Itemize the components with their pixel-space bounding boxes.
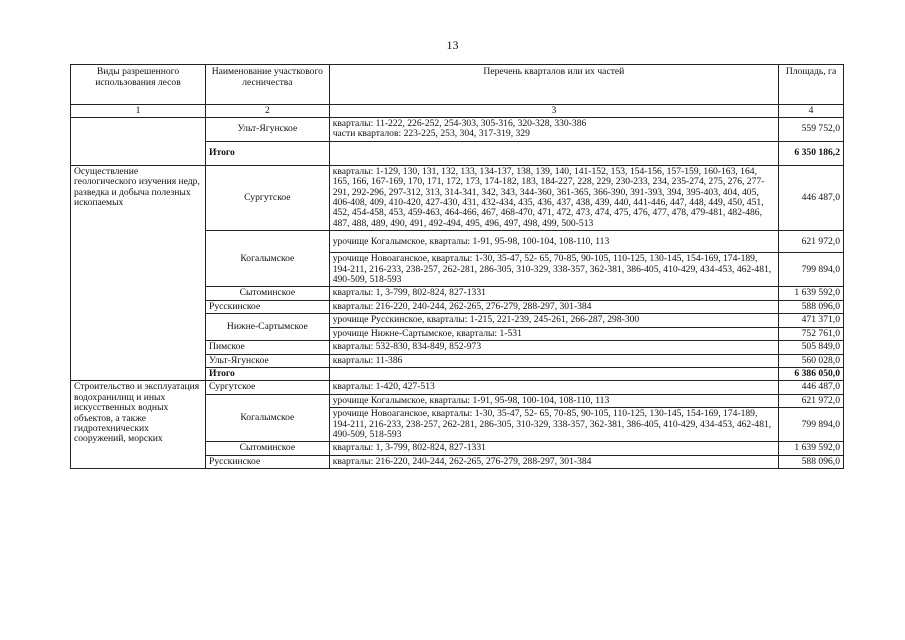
quarters-cell: урочище Новоаганское, кварталы: 1-30, 35-47, 52- 65, 70-85, 90-105, 110-125, 130-145, 154-169, 174-189, 194-211, 216-233, 238-257, 262-281, 286-305, 310-329, 338-357, 362-381, 386-405, 410-429, 434-453, 462-481, 490-509, 518-593 (329, 408, 778, 442)
forestry-cell: Ульт-Ягунское (206, 118, 330, 142)
quarters-cell: кварталы: 1-129, 130, 131, 132, 133, 134-137, 138, 139, 140, 141-152, 153, 154-156, 157-159, 160-163, 164, 165, 166, 167-169, 170, 171, 172, 173, 174-182, 183, 184-227, 228, 229, 230-233, 234, 235-274, 275, 276, 277-291, 292-296, 297-312, 313, 314-341, 342, 343, 344-360, 361-365, 366-390, 391-393, 394, 395-403, 404, 405, 406-408, 409, 410-420, 427-430, 431, 432-434, 435, 436, 437, 438, 439, 440, 441-446, 447, 448, 449, 450, 451, 452, 454-458, 453, 459-463, 464-466, 467, 468-470, 471, 472, 473, 474, 475, 476, 477, 478, 479-481, 482-486, 487, 488, 489, 490, 491, 492-494, 495, 496, 497, 498, 499, 500-513 (329, 165, 778, 230)
column-number: 3 (329, 105, 778, 118)
column-number: 2 (206, 105, 330, 118)
area-cell: 621 972,0 (779, 231, 844, 253)
total-label: Итого (206, 141, 330, 165)
column-number-row (71, 105, 844, 118)
quarters-cell: кварталы: 216-220, 240-244, 262-265, 276-279, 288-297, 301-384 (329, 300, 778, 313)
total-area: 6 386 050,0 (779, 367, 844, 380)
quarters-cell: урочище Новоаганское, кварталы: 1-30, 35-47, 52- 65, 70-85, 90-105, 110-125, 130-145, 154-169, 174-189, 194-211, 216-233, 238-257, 262-281, 286-305, 310-329, 338-357, 362-381, 386-405, 410-429, 434-453, 462-481, 490-509, 518-593 (329, 253, 778, 287)
column-number: 1 (71, 105, 206, 118)
quarters-cell: кварталы: 11-386 (329, 354, 778, 367)
area-cell: 1 639 592,0 (779, 287, 844, 300)
area-cell: 752 761,0 (779, 327, 844, 340)
quarters-cell: кварталы: 1, 3-799, 802-824, 827-1331 (329, 442, 778, 455)
forestry-cell: Сытоминское (206, 442, 330, 455)
area-cell: 621 972,0 (779, 394, 844, 407)
use-type-cell: Осуществление геологического изучения недр, разведка и добыча полезных ископаемых (71, 165, 206, 381)
area-cell: 559 752,0 (779, 118, 844, 142)
use-type-cell (71, 118, 206, 166)
forestry-cell: Нижне-Сартымское (206, 314, 330, 341)
forestry-cell: Сургутское (206, 381, 330, 394)
area-cell: 471 371,0 (779, 314, 844, 327)
header-forestry: Наименование участкового лесничества (206, 65, 330, 105)
quarters-cell: урочище Русскинское, кварталы: 1-215, 221-239, 245-261, 266-287, 298-300 (329, 314, 778, 327)
area-cell: 588 096,0 (779, 300, 844, 313)
total-label: Итого (206, 367, 330, 380)
forestry-cell: Когалымское (206, 231, 330, 287)
quarters-cell: кварталы: 1-420, 427-513 (329, 381, 778, 394)
page-number: 13 (446, 38, 459, 52)
header-area: Площадь, га (779, 65, 844, 105)
header-use-type: Виды разрешенного использования лесов (71, 65, 206, 105)
quarters-cell: урочище Когалымское, кварталы: 1-91, 95-98, 100-104, 108-110, 113 (329, 231, 778, 253)
table-row (71, 165, 844, 230)
table-header-row (71, 65, 844, 105)
header-quarters: Перечень кварталов или их частей (329, 65, 778, 105)
area-cell: 588 096,0 (779, 455, 844, 468)
quarters-cell (329, 118, 778, 142)
quarters-text: кварталы: 11-222, 226-252, 254-303, 305-316, 320-328, 330-386 (332, 118, 587, 129)
forestry-cell: Русскинское (206, 300, 330, 313)
quarters-cell: урочище Нижне-Сартымское, кварталы: 1-531 (329, 327, 778, 340)
table-row (71, 381, 844, 394)
forestry-cell: Русскинское (206, 455, 330, 468)
area-cell: 446 487,0 (779, 165, 844, 230)
area-cell: 505 849,0 (779, 341, 844, 354)
area-cell: 446 487,0 (779, 381, 844, 394)
table-row (71, 118, 844, 142)
quarters-cell (329, 367, 778, 380)
forestry-cell: Сургутское (206, 165, 330, 230)
forestry-cell: Пимское (206, 341, 330, 354)
forestry-cell: Ульт-Ягунское (206, 354, 330, 367)
quarters-cell: кварталы: 1, 3-799, 802-824, 827-1331 (329, 287, 778, 300)
quarters-cell: кварталы: 216-220, 240-244, 262-265, 276-279, 288-297, 301-384 (329, 455, 778, 468)
total-area: 6 350 186,2 (779, 141, 844, 165)
forestry-cell: Сытоминское (206, 287, 330, 300)
quarters-parts-text: части кварталов: 223-225, 253, 304, 317-319, 329 (332, 128, 530, 140)
use-type-cell: Строительство и эксплуатация водохранилищ и иных искусственных водных объектов, а также гидротехнических сооружений, морских (71, 381, 206, 469)
quarters-cell (329, 141, 778, 165)
area-cell: 1 639 592,0 (779, 442, 844, 455)
area-cell: 799 894,0 (779, 408, 844, 442)
quarters-cell: урочище Когалымское, кварталы: 1-91, 95-98, 100-104, 108-110, 113 (329, 394, 778, 407)
area-cell: 799 894,0 (779, 253, 844, 287)
quarters-cell: кварталы: 532-830, 834-849, 852-973 (329, 341, 778, 354)
area-cell: 560 028,0 (779, 354, 844, 367)
forestry-cell: Когалымское (206, 394, 330, 442)
column-number: 4 (779, 105, 844, 118)
forest-use-table (70, 64, 844, 469)
